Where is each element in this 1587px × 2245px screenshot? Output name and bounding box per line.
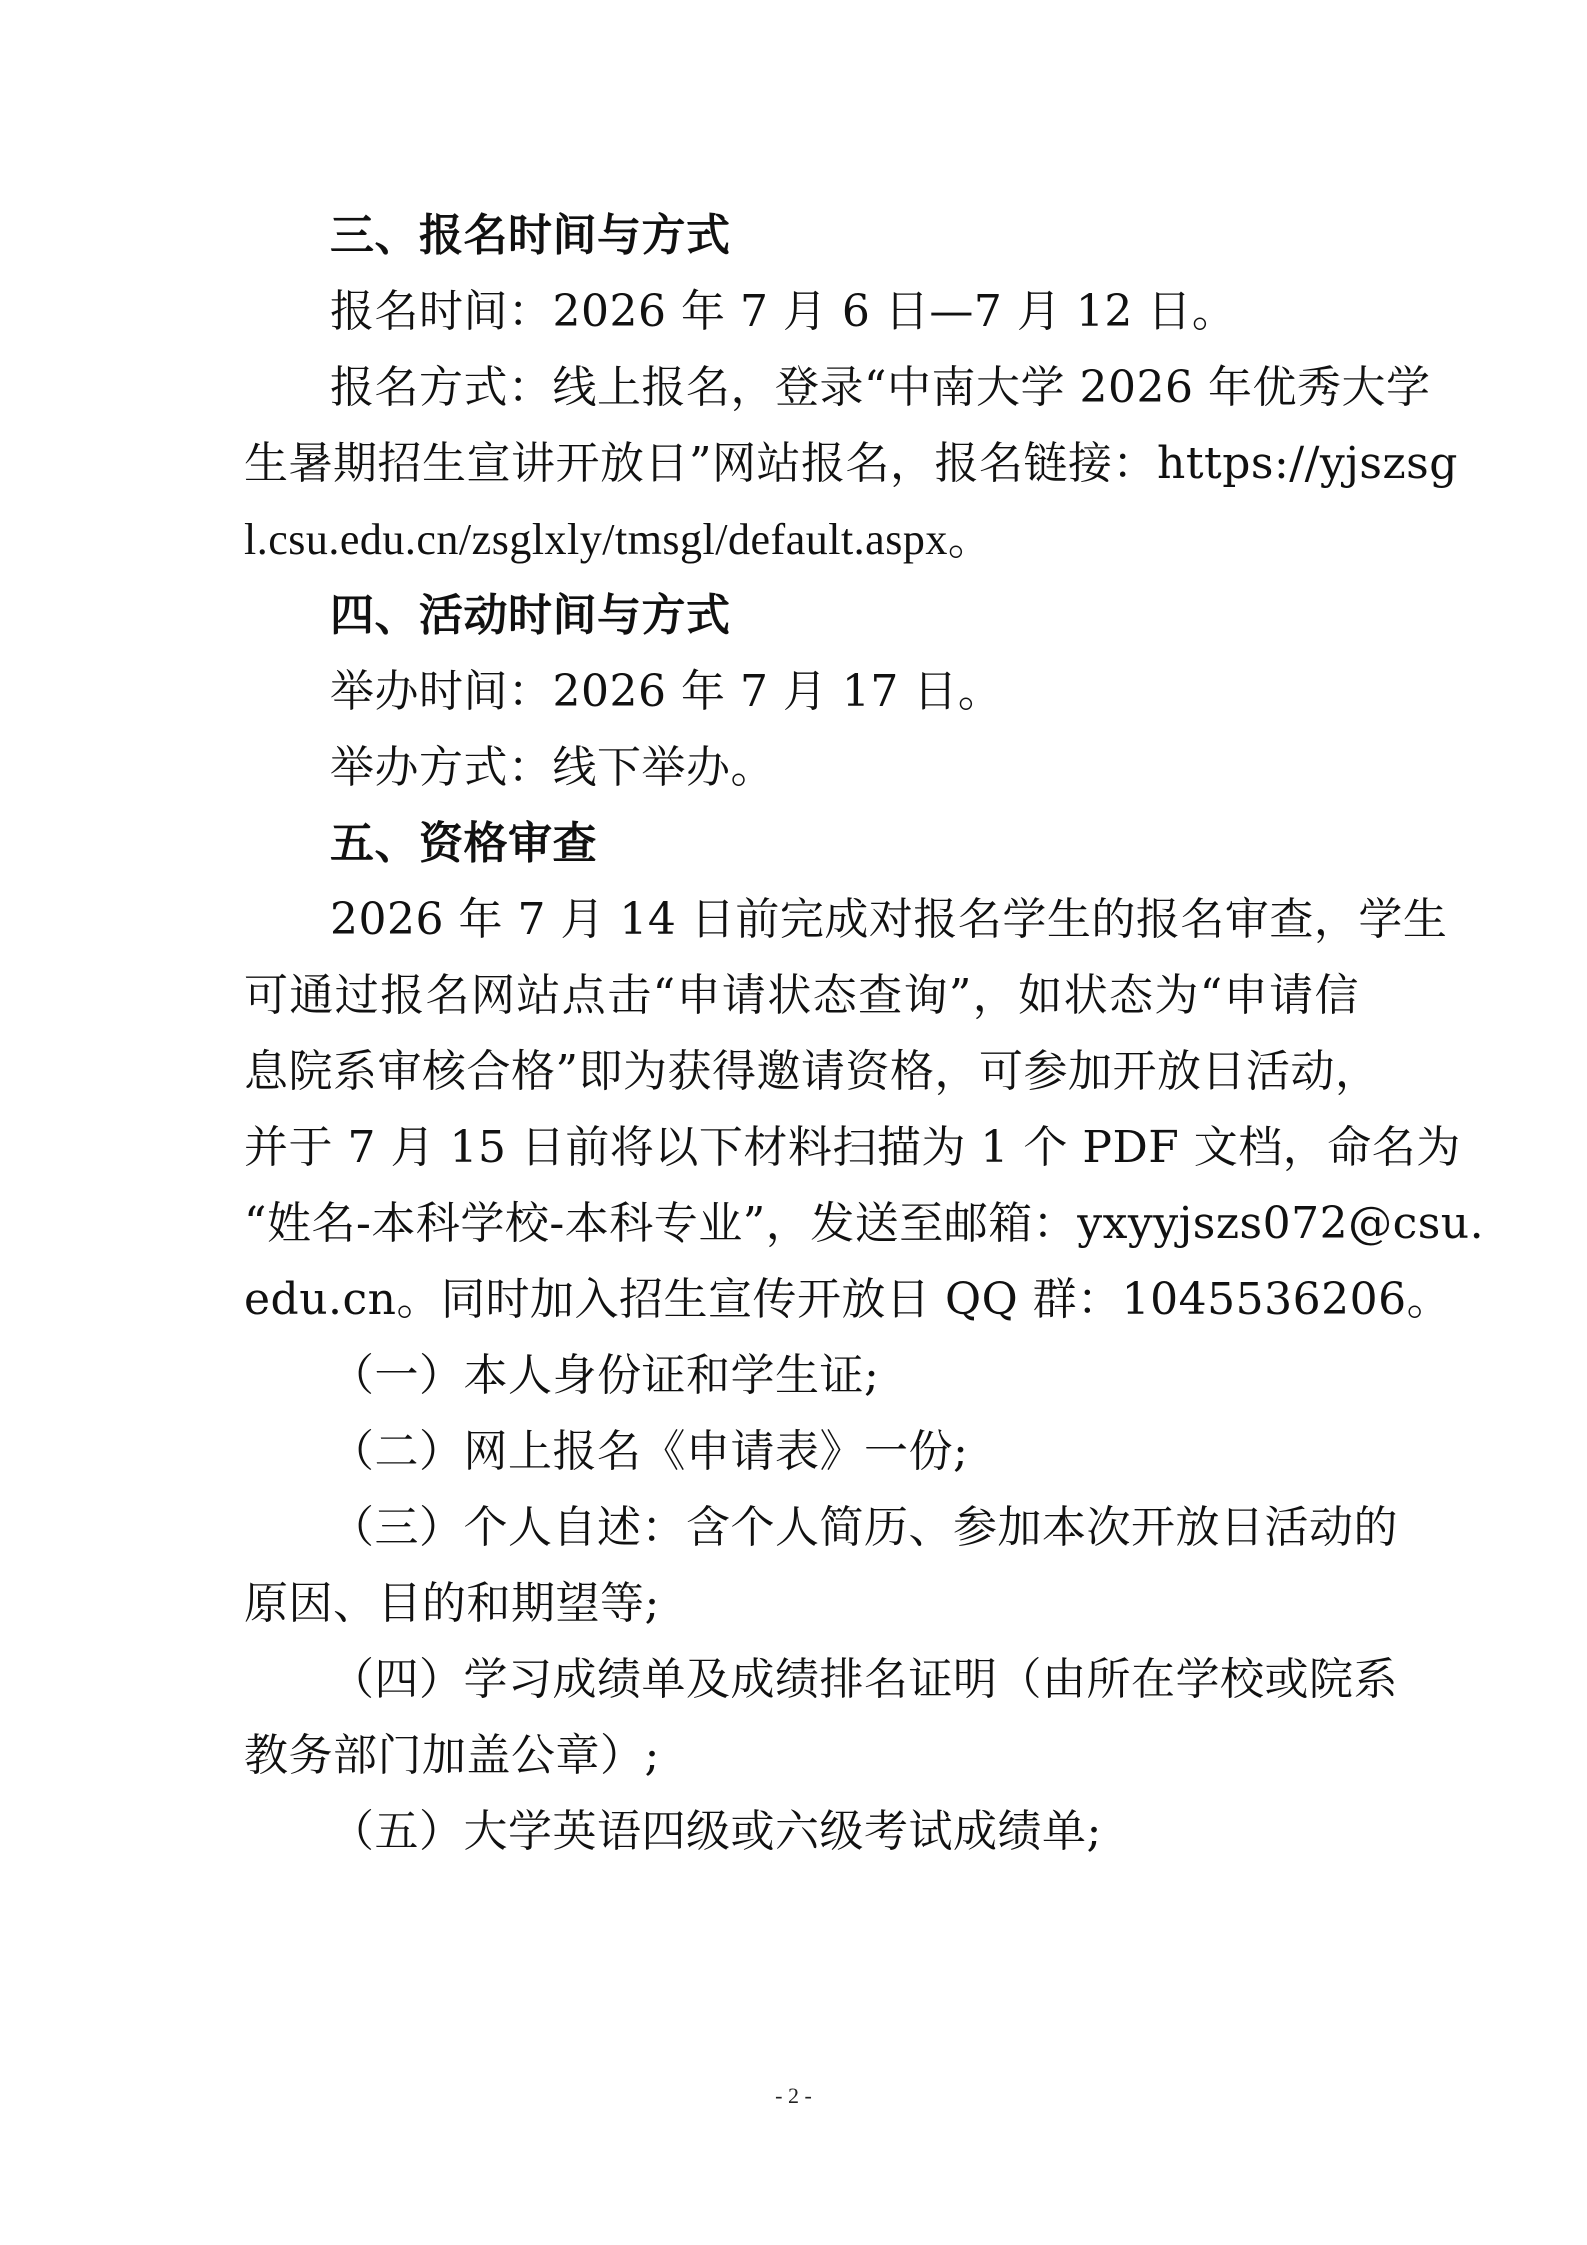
section-heading-qualification: 五、资格审查: [330, 818, 597, 869]
registration-link-line: l.csu.edu.cn/zsglxly/tmsgl/default.aspx。: [244, 515, 993, 564]
page-number: - 2 -: [775, 2083, 812, 2108]
qualification-paragraph-line-4: 并于 7 月 15 日前将以下材料扫描为 1 个 PDF 文档，命名为: [244, 1122, 1461, 1173]
material-item-5: （五）大学英语四级或六级考试成绩单;: [330, 1806, 1102, 1857]
section-heading-activity: 四、活动时间与方式: [330, 590, 731, 641]
material-item-4-line-2: 教务部门加盖公章）;: [244, 1730, 660, 1781]
qualification-paragraph-line-5: “姓名-本科学校-本科专业”，发送至邮箱：yxyyjszs072@csu.: [244, 1198, 1485, 1249]
material-item-1: （一）本人身份证和学生证;: [330, 1350, 880, 1401]
material-item-4-line-1: （四）学习成绩单及成绩排名证明（由所在学校或院系: [330, 1654, 1398, 1705]
material-item-3-line-1: （三）个人自述：含个人简历、参加本次开放日活动的: [330, 1502, 1398, 1553]
registration-method-line-2: 生暑期招生宣讲开放日”网站报名，报名链接：https://yjszsg: [244, 438, 1458, 489]
qualification-paragraph-line-6: edu.cn。同时加入招生宣传开放日 QQ 群：1045536206。: [244, 1274, 1452, 1325]
qualification-paragraph-line-2: 可通过报名网站点击“申请状态查询”，如状态为“申请信: [244, 970, 1359, 1021]
registration-time: 报名时间：2026 年 7 月 6 日—7 月 12 日。: [330, 286, 1237, 337]
section-heading-registration: 三、报名时间与方式: [330, 210, 731, 261]
qualification-paragraph-line-1: 2026 年 7 月 14 日前完成对报名学生的报名审查，学生: [330, 894, 1448, 945]
material-item-3-line-2: 原因、目的和期望等;: [244, 1578, 660, 1629]
activity-time: 举办时间：2026 年 7 月 17 日。: [330, 666, 1003, 717]
qualification-paragraph-line-3: 息院系审核合格”即为获得邀请资格，可参加开放日活动，: [244, 1046, 1380, 1097]
activity-method: 举办方式：线下举办。: [330, 742, 775, 793]
material-item-2: （二）网上报名《申请表》一份;: [330, 1426, 969, 1477]
registration-method-line-1: 报名方式：线上报名，登录“中南大学 2026 年优秀大学: [330, 362, 1431, 413]
